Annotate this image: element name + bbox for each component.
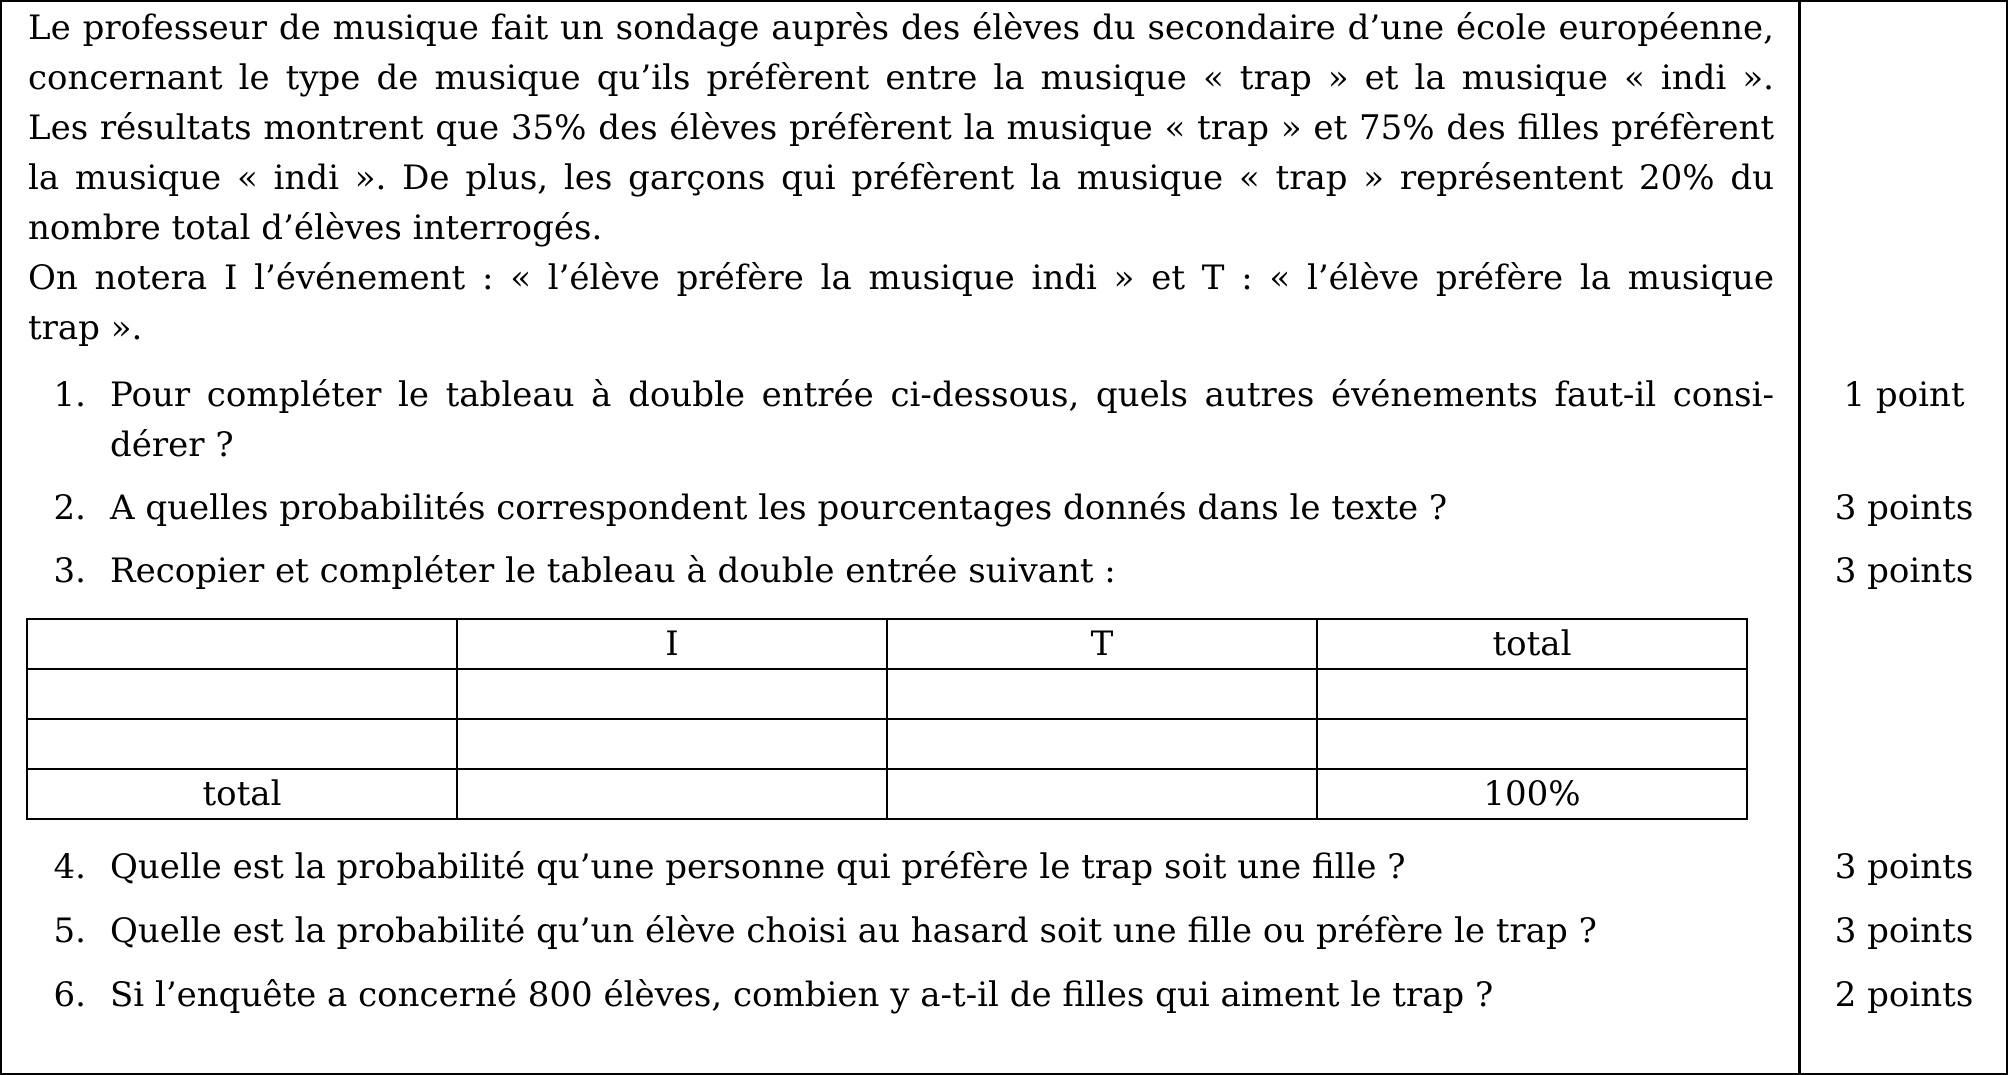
question-6-number: 6. — [53, 975, 86, 1015]
table-row — [27, 669, 1747, 719]
table-cell — [887, 719, 1317, 769]
double-entry-table — [26, 618, 1748, 820]
statement-line: nombre total d’élèves interrogés. — [28, 208, 603, 248]
statement-line: concernant le type de musique qu’ils préfèrent entre la musique « trap » et la musique « indi ». — [28, 58, 1774, 98]
statement-line: Les résultats montrent que 35% des élèves préfèrent la musique « trap » et 75% des filles préfèrent — [28, 108, 1774, 148]
question-4-text: Quelle est la probabilité qu’une personne qui préfère le trap soit une fille ? — [110, 847, 1406, 887]
table-cell — [27, 719, 457, 769]
table-cell — [887, 669, 1317, 719]
table-cell — [457, 769, 887, 819]
table-row — [27, 619, 1747, 669]
table-cell — [27, 669, 457, 719]
table-cell: 100% — [1317, 769, 1747, 819]
table-cell — [887, 769, 1317, 819]
question-3-text: Recopier et compléter le tableau à double entrée suivant : — [110, 551, 1116, 591]
question-1-line: dérer ? — [110, 425, 234, 465]
table-row — [27, 719, 1747, 769]
table-cell: total — [27, 769, 457, 819]
question-2-points: 3 points — [1834, 488, 1974, 528]
question-6-points: 2 points — [1834, 975, 1974, 1015]
question-1-text — [110, 370, 1774, 470]
table-cell: I — [457, 619, 887, 669]
table-cell — [1317, 719, 1747, 769]
table-cell — [457, 669, 887, 719]
exercise-statement — [28, 3, 1774, 353]
question-5-text: Quelle est la probabilité qu’un élève choisi au hasard soit une fille ou préfère le trap ? — [110, 911, 1597, 951]
table-cell: total — [1317, 619, 1747, 669]
table-cell — [457, 719, 887, 769]
table-cell — [1317, 669, 1747, 719]
question-1-line: Pour compléter le tableau à double entrée ci-dessous, quels autres événements faut-il consi- — [110, 375, 1774, 415]
statement-line: On notera I l’événement : « l’élève préfère la musique indi » et T : « l’élève préfère la musique — [28, 258, 1774, 298]
statement-line: trap ». — [28, 308, 143, 348]
question-4-number: 4. — [53, 847, 86, 887]
question-1-points: 1 point — [1843, 375, 1965, 415]
table-cell: T — [887, 619, 1317, 669]
question-3-number: 3. — [53, 551, 86, 591]
question-2-text: A quelles probabilités correspondent les pourcentages donnés dans le texte ? — [110, 488, 1448, 528]
question-4-points: 3 points — [1834, 847, 1974, 887]
question-5-number: 5. — [53, 911, 86, 951]
question-5-points: 3 points — [1834, 911, 1974, 951]
statement-line: la musique « indi ». De plus, les garçons qui préfèrent la musique « trap » représentent 20% du — [28, 158, 1774, 198]
statement-line: Le professeur de musique fait un sondage auprès des élèves du secondaire d’une école européenne, — [28, 8, 1774, 48]
question-3-points: 3 points — [1834, 551, 1974, 591]
question-6-text: Si l’enquête a concerné 800 élèves, combien y a-t-il de filles qui aiment le trap ? — [110, 975, 1494, 1015]
table-cell — [27, 619, 457, 669]
question-2-number: 2. — [53, 488, 86, 528]
question-1-number: 1. — [53, 375, 86, 415]
table-row — [27, 769, 1747, 819]
